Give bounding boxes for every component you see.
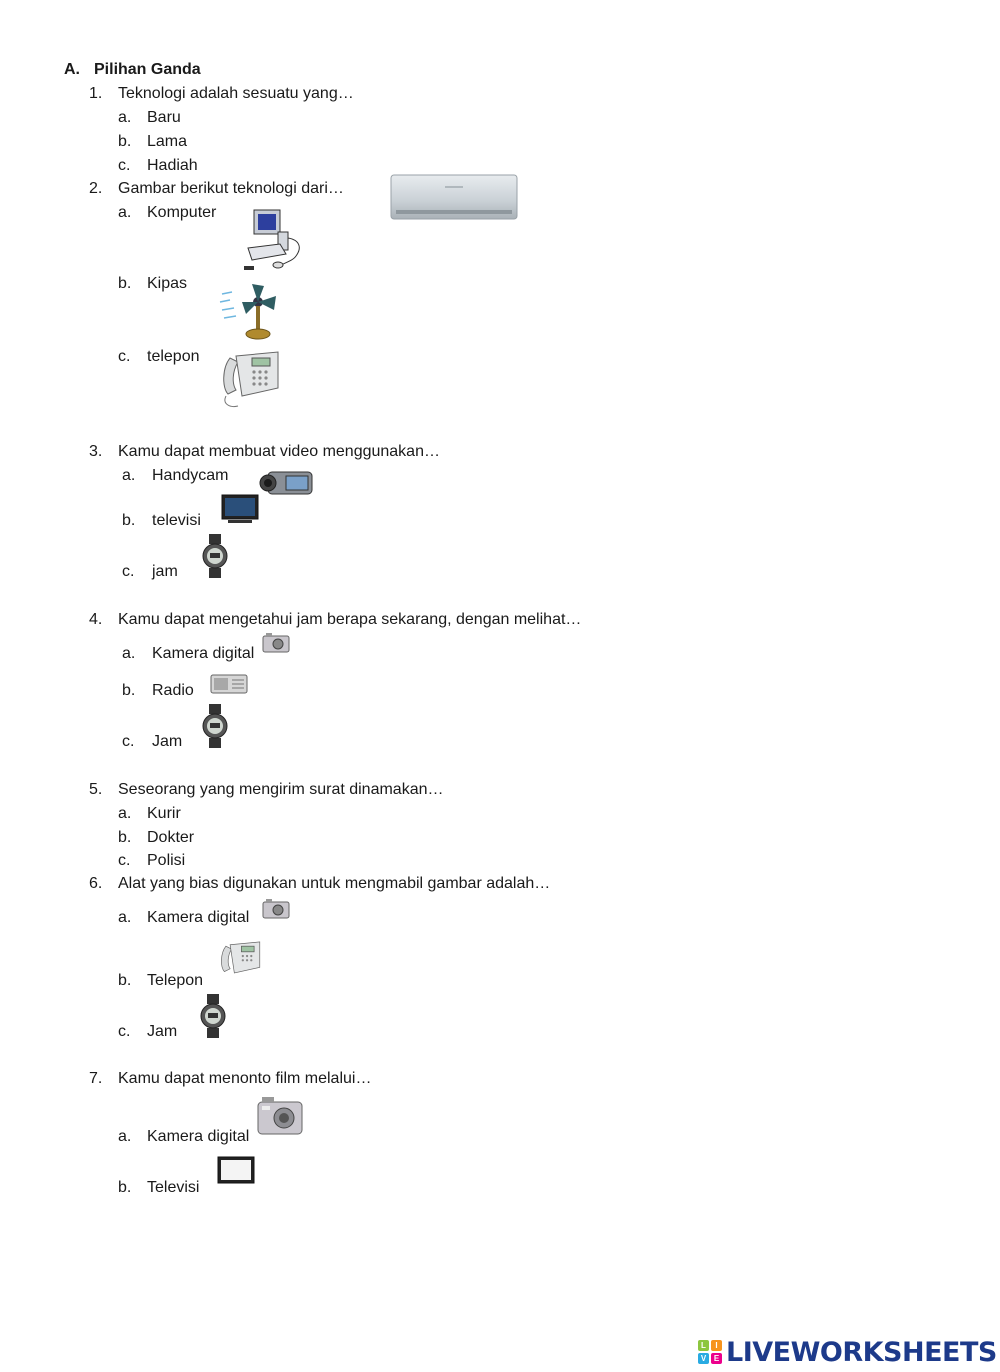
option-text[interactable]: Telepon	[147, 972, 204, 989]
logo-grid-icon	[698, 1340, 722, 1364]
option-letter: a.	[122, 467, 136, 484]
option-text[interactable]: Kamera digital	[147, 1128, 250, 1145]
question-text: Kamu dapat membuat video menggunakan…	[118, 443, 440, 460]
air-conditioner-image	[390, 174, 518, 220]
option-letter: a.	[118, 204, 132, 221]
section-title: Pilihan Ganda	[94, 61, 201, 78]
fan-image	[218, 280, 290, 344]
option-letter: b.	[118, 133, 132, 150]
option-letter: a.	[122, 645, 136, 662]
option-text[interactable]: Kipas	[147, 275, 188, 292]
question-text: Teknologi adalah sesuatu yang…	[118, 85, 354, 102]
radio-image	[210, 673, 248, 695]
option-text[interactable]: Lama	[147, 133, 188, 150]
question-text: Gambar berikut teknologi dari…	[118, 180, 344, 197]
question-text: Alat yang bias digunakan untuk mengmabil gambar adalah…	[118, 875, 551, 892]
option-text[interactable]: Kamera digital	[147, 909, 250, 926]
television-image	[216, 1155, 256, 1187]
question-number: 3.	[89, 443, 103, 460]
option-text[interactable]: Polisi	[147, 852, 186, 869]
question-number: 4.	[89, 611, 103, 628]
watch-image	[202, 534, 228, 578]
logo-letter: L	[698, 1340, 709, 1351]
option-text[interactable]: telepon	[147, 348, 200, 365]
option-text[interactable]: televisi	[152, 512, 201, 529]
option-text[interactable]: Televisi	[147, 1179, 200, 1196]
option-text[interactable]: Komputer	[147, 204, 217, 221]
option-letter: c.	[122, 563, 135, 580]
watch-image	[202, 704, 228, 748]
question-text: Kamu dapat menonto film melalui…	[118, 1070, 372, 1087]
section-label: A.	[64, 61, 80, 78]
computer-image	[240, 208, 308, 272]
question-text: Seseorang yang mengirim surat dinamakan…	[118, 781, 444, 798]
question-number: 6.	[89, 875, 103, 892]
telephone-image	[216, 348, 284, 410]
option-letter: c.	[118, 1023, 131, 1040]
option-letter: b.	[118, 829, 132, 846]
option-letter: a.	[118, 805, 132, 822]
brand-name: LIVEWORKSHEETS	[726, 1336, 997, 1368]
question-number: 7.	[89, 1070, 103, 1087]
option-letter: b.	[118, 1179, 132, 1196]
option-text[interactable]: Baru	[147, 109, 181, 126]
option-letter: b.	[118, 275, 132, 292]
television-image	[220, 493, 260, 525]
telephone-image	[216, 938, 264, 984]
option-letter: c.	[118, 348, 131, 365]
option-text[interactable]: Handycam	[152, 467, 229, 484]
logo-letter: V	[698, 1353, 709, 1364]
option-letter: b.	[118, 972, 132, 989]
option-text[interactable]: Kurir	[147, 805, 181, 822]
question-number: 5.	[89, 781, 103, 798]
option-letter: b.	[122, 682, 136, 699]
digital-camera-image	[262, 632, 290, 654]
option-text[interactable]: Kamera digital	[152, 645, 255, 662]
option-letter: c.	[118, 157, 131, 174]
option-text[interactable]: jam	[152, 563, 178, 580]
handycam-image	[258, 466, 318, 502]
logo-letter: I	[711, 1340, 722, 1351]
option-letter: a.	[118, 909, 132, 926]
watch-image	[200, 994, 226, 1038]
question-text: Kamu dapat mengetahui jam berapa sekarang, dengan melihat…	[118, 611, 582, 628]
option-text[interactable]: Hadiah	[147, 157, 198, 174]
option-text[interactable]: Jam	[147, 1023, 178, 1040]
question-number: 2.	[89, 180, 103, 197]
question-number: 1.	[89, 85, 103, 102]
option-text[interactable]: Radio	[152, 682, 194, 699]
option-letter: a.	[118, 109, 132, 126]
liveworksheets-logo	[698, 1336, 997, 1368]
option-text[interactable]: Jam	[152, 733, 183, 750]
option-text[interactable]: Dokter	[147, 829, 195, 846]
logo-letter: E	[711, 1353, 722, 1364]
option-letter: a.	[118, 1128, 132, 1145]
option-letter: c.	[122, 733, 135, 750]
digital-camera-image	[256, 1094, 304, 1138]
option-letter: c.	[118, 852, 131, 869]
digital-camera-image	[262, 898, 290, 920]
option-letter: b.	[122, 512, 136, 529]
